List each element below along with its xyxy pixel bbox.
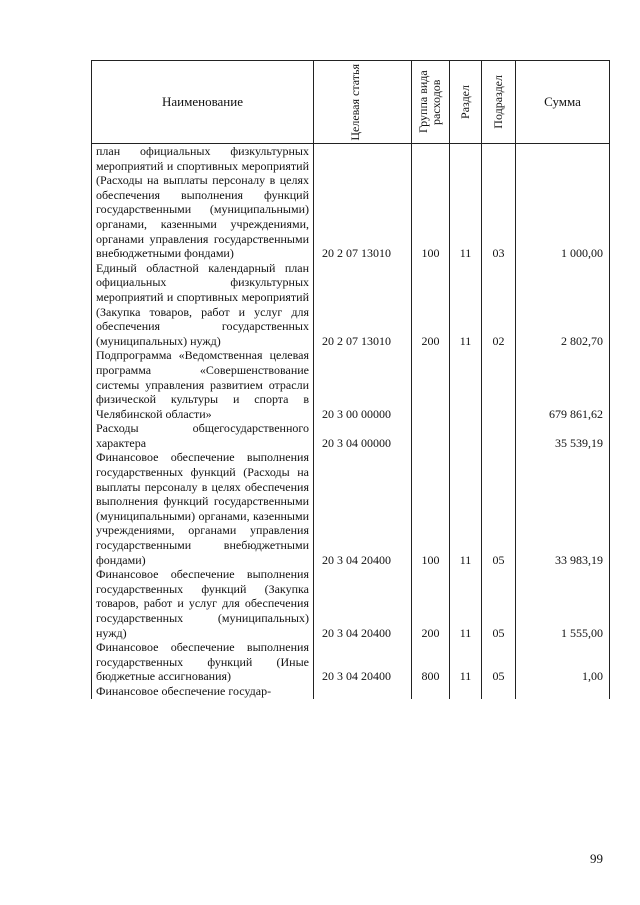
row-section: 11 <box>450 144 482 261</box>
row-target-article: 20 2 07 13010 <box>314 261 412 349</box>
table-row <box>92 640 610 684</box>
row-subsection: 05 <box>482 450 516 567</box>
row-name: Подпрограмма «Ведомственная целевая программа «Совершенствование системы управления развитием отрасли физической культуры и спорта в Челябинской области» <box>92 348 314 421</box>
table-row <box>92 567 610 640</box>
row-section <box>450 684 482 699</box>
table-header-row <box>92 61 610 144</box>
row-expense-group: 200 <box>412 261 450 349</box>
table-row <box>92 684 610 699</box>
header-subsection-label: Подраздел <box>491 75 505 129</box>
header-name: Наименование <box>92 61 314 144</box>
row-expense-group: 200 <box>412 567 450 640</box>
row-target-article: 20 3 04 00000 <box>314 421 412 450</box>
row-section <box>450 348 482 421</box>
page-number: 99 <box>590 851 603 866</box>
row-section: 11 <box>450 640 482 684</box>
row-sum: 33 983,19 <box>516 450 610 567</box>
row-sum <box>516 684 610 699</box>
row-name: план официальных физкультурных мероприятий и спортивных мероприятий (Расходы на выплаты персоналу в целях обеспечения выполнения функций государственными (муниципальными) органами, казенными учреждениями, органами управления государственными внебюджетными фондами) <box>92 144 314 261</box>
row-name: Финансовое обеспечение выполнения государственных функций (Закупка товаров, работ и услуг для обеспечения государственных (муниципальных) нужд) <box>92 567 314 640</box>
row-section: 11 <box>450 450 482 567</box>
row-section: 11 <box>450 567 482 640</box>
row-section <box>450 421 482 450</box>
row-target-article: 20 3 04 20400 <box>314 640 412 684</box>
row-target-article: 20 3 04 20400 <box>314 450 412 567</box>
row-subsection <box>482 348 516 421</box>
table-row <box>92 144 610 261</box>
row-subsection <box>482 684 516 699</box>
header-expense-group-label: Группа вида расходов <box>415 70 443 134</box>
row-target-article: 20 3 04 20400 <box>314 567 412 640</box>
row-expense-group: 800 <box>412 640 450 684</box>
table-row <box>92 261 610 349</box>
row-name: Финансовое обеспечение выполнения государственных функций (Расходы на выплаты персоналу в целях обеспечения выполнения функций государственными (муниципальными) органами, казенными учреждениями, органами управления государственными внебюджетными фондами) <box>92 450 314 567</box>
row-subsection: 05 <box>482 567 516 640</box>
header-subsection <box>482 61 516 144</box>
table-row <box>92 421 610 450</box>
row-subsection: 03 <box>482 144 516 261</box>
row-expense-group: 100 <box>412 450 450 567</box>
row-sum: 1,00 <box>516 640 610 684</box>
row-expense-group: 100 <box>412 144 450 261</box>
row-name: Единый областной календарный план официальных физкультурных мероприятий и спортивных мероприятий (Закупка товаров, работ и услуг для обеспечения государственных (муниципальных) нужд) <box>92 261 314 349</box>
row-target-article: 20 2 07 13010 <box>314 144 412 261</box>
budget-table <box>91 60 610 699</box>
row-subsection: 05 <box>482 640 516 684</box>
header-expense-group <box>412 61 450 144</box>
row-name: Финансовое обеспечение государ- <box>92 684 314 699</box>
row-subsection: 02 <box>482 261 516 349</box>
header-sum: Сумма <box>516 61 610 144</box>
row-sum: 679 861,62 <box>516 348 610 421</box>
row-target-article: 20 3 00 00000 <box>314 348 412 421</box>
header-target-article-label: Целевая статья <box>347 63 362 141</box>
row-sum: 1 000,00 <box>516 144 610 261</box>
row-name: Финансовое обеспечение выполнения государственных функций (Иные бюджетные ассигнования) <box>92 640 314 684</box>
header-target-article <box>314 61 412 144</box>
row-target-article <box>314 684 412 699</box>
row-section: 11 <box>450 261 482 349</box>
row-sum: 1 555,00 <box>516 567 610 640</box>
row-expense-group <box>412 684 450 699</box>
row-subsection <box>482 421 516 450</box>
row-expense-group <box>412 348 450 421</box>
header-section-label: Раздел <box>458 85 472 119</box>
header-section <box>450 61 482 144</box>
row-expense-group <box>412 421 450 450</box>
row-sum: 35 539,19 <box>516 421 610 450</box>
row-name: Расходы общегосударственного характера <box>92 421 314 450</box>
row-sum: 2 802,70 <box>516 261 610 349</box>
table-row <box>92 450 610 567</box>
table-row <box>92 348 610 421</box>
